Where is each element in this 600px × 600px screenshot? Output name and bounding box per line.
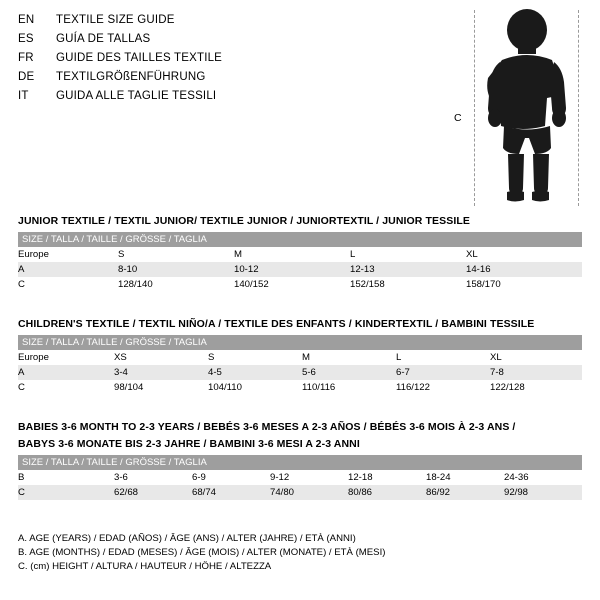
table-row [18,350,582,365]
cell: 62/68 [114,485,192,500]
row-label: B [18,472,25,483]
cell: S [208,352,215,363]
cell: 128/140 [118,279,153,290]
cell: 80/86 [348,485,426,500]
height-measure-label: C [454,112,462,124]
cell: 116/122 [396,382,430,393]
cell: L [350,249,356,260]
table-band-header [18,335,582,350]
header-title-en: TEXTILE SIZE GUIDE [56,14,175,26]
cell: 14-16 [466,262,582,277]
language-code-fr: FR [18,52,34,64]
cell: 92/98 [504,485,582,500]
header-title-it: GUIDA ALLE TAGLIE TESSILI [56,90,217,102]
cell: 12-13 [350,262,466,277]
table-band-header [18,455,582,470]
table-row [18,365,582,380]
cell: S [118,249,125,260]
cell: 4-5 [208,365,302,380]
cell: 86/92 [426,485,504,500]
measure-guide-left [474,10,475,206]
row-label: A [18,365,114,380]
header-title-de: TEXTILGRÖßENFÜHRUNG [56,71,206,83]
cell: 24-36 [504,472,529,483]
cell: 152/158 [350,279,385,290]
cell: 10-12 [234,262,350,277]
section-childrens-textile [18,318,582,395]
size-table-babies [18,455,582,500]
cell: 9-12 [270,472,290,483]
header-row [18,90,438,107]
header-row [18,71,438,88]
row-label: C [18,382,25,393]
legend [18,532,582,574]
section-title-line2: BABYS 3-6 MONATE BIS 2-3 JAHRE / BAMBINI 3-6 MESI A 2-3 ANNI [18,438,360,450]
cell: 7-8 [490,365,582,380]
cell: XL [466,249,478,260]
cell: 8-10 [118,262,234,277]
cell: 18-24 [426,472,451,483]
legend-line-b: B. AGE (MONTHS) / EDAD (MESES) / ÂGE (MOIS) / ALTER (MONATE) / ETÀ (MESI) [18,547,386,558]
section-junior-textile [18,215,582,292]
language-header [18,14,438,109]
cell: 3-6 [114,472,128,483]
section-title: JUNIOR TEXTILE / TEXTIL JUNIOR/ TEXTILE JUNIOR / JUNIORTEXTIL / JUNIOR TESSILE [18,215,470,227]
language-code-es: ES [18,33,34,45]
table-band-header [18,232,582,247]
table-row [18,277,582,292]
size-table-children [18,335,582,395]
cell: L [396,352,402,363]
table-row [18,485,582,500]
row-label: A [18,262,118,277]
cell: 98/104 [114,382,144,393]
measurement-figure [450,8,590,208]
legend-line-a: A. AGE (YEARS) / EDAD (AÑOS) / ÂGE (ANS) / ALTER (JAHRE) / ETÀ (ANNI) [18,533,356,544]
cell: 68/74 [192,485,270,500]
cell: XL [490,352,502,363]
legend-line-c: C. (cm) HEIGHT / ALTURA / HAUTEUR / HÖHE / ALTEZZA [18,561,272,572]
cell: XS [114,352,127,363]
row-label: Europe [18,249,49,260]
header-title-fr: GUIDE DES TAILLES TEXTILE [56,52,223,64]
header-title-es: GUÍA DE TALLAS [56,33,151,45]
table-row [18,262,582,277]
row-label: Europe [18,352,49,363]
measure-guide-right [578,10,579,206]
cell: M [234,249,242,260]
section-title: CHILDREN'S TEXTILE / TEXTIL NIÑO/A / TEXTILE DES ENFANTS / KINDERTEXTIL / BAMBINI TESSILE [18,318,535,330]
band-label: SIZE / TALLA / TAILLE / GRÖSSE / TAGLIA [18,335,582,350]
table-row [18,247,582,262]
cell: 104/110 [208,382,242,393]
header-row [18,52,438,69]
band-label: SIZE / TALLA / TAILLE / GRÖSSE / TAGLIA [18,455,582,470]
toddler-silhouette-icon [450,8,590,208]
cell: 140/152 [234,279,269,290]
row-label: C [18,485,114,500]
cell: 6-9 [192,472,206,483]
cell: M [302,352,310,363]
header-row [18,33,438,50]
row-label: C [18,279,25,290]
section-babies-textile [18,421,582,500]
cell: 158/170 [466,279,501,290]
cell: 3-4 [114,365,208,380]
table-row [18,380,582,395]
size-table-junior [18,232,582,292]
cell: 110/116 [302,382,336,393]
language-code-it: IT [18,90,29,102]
cell: 12-18 [348,472,373,483]
header-row [18,14,438,31]
section-title-line1: BABIES 3-6 MONTH TO 2-3 YEARS / BEBÉS 3-6 MESES A 2-3 AÑOS / BÉBÉS 3-6 MOIS À 2-3 ANS / [18,421,516,433]
band-label: SIZE / TALLA / TAILLE / GRÖSSE / TAGLIA [18,232,582,247]
language-code-de: DE [18,71,35,83]
cell: 122/128 [490,382,525,393]
language-code-en: EN [18,14,35,26]
cell: 74/80 [270,485,348,500]
table-row [18,470,582,485]
cell: 6-7 [396,365,490,380]
cell: 5-6 [302,365,396,380]
